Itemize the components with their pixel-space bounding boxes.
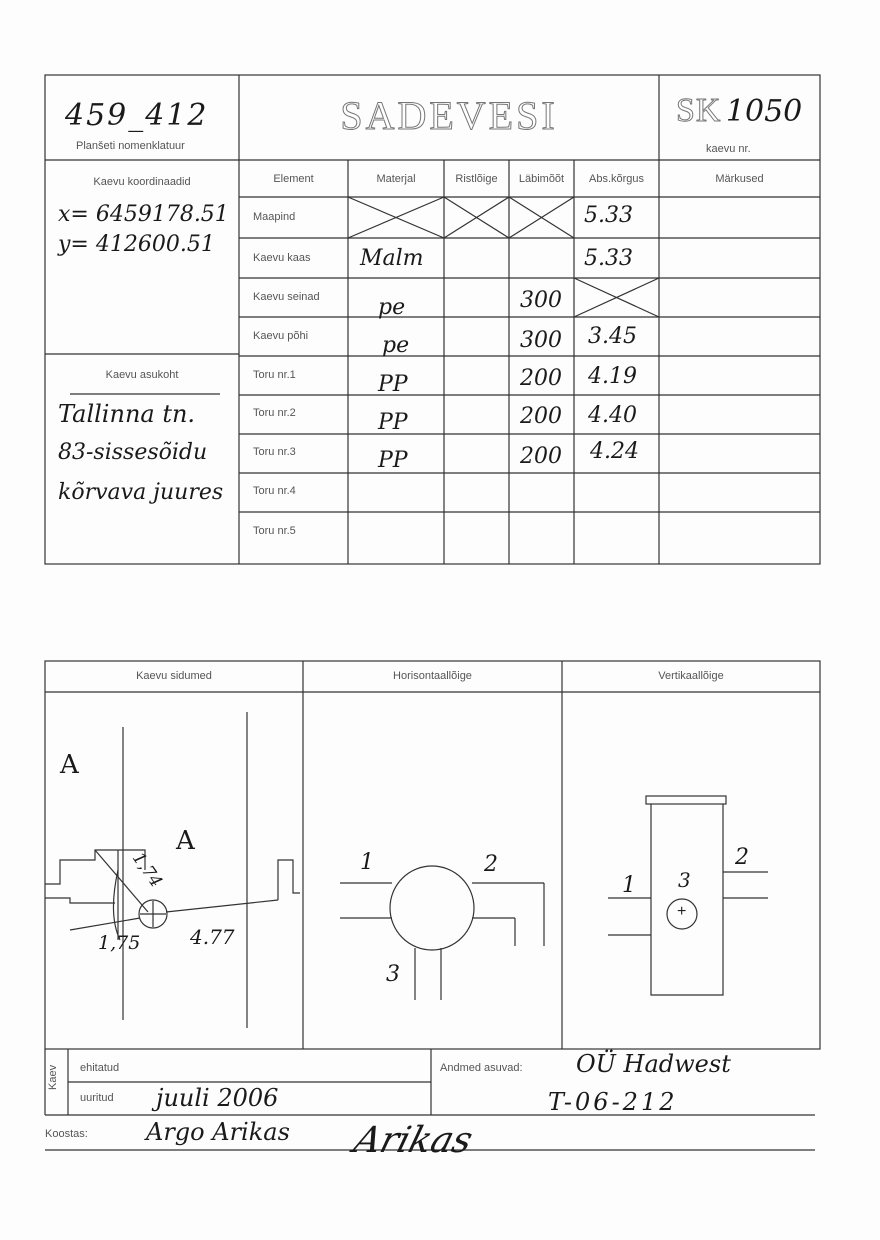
vertical-pipe-1: 1 xyxy=(622,873,636,898)
document-number: T-06-212 xyxy=(548,1088,678,1116)
location-line-3: kõrvava juures xyxy=(58,480,224,505)
row-elevation: 4.19 xyxy=(588,364,637,389)
data-owner-value: OÜ Hadwest xyxy=(576,1050,731,1078)
row-element: Toru nr.4 xyxy=(253,485,296,497)
row-diameter: 300 xyxy=(520,288,562,313)
col-header-diameter: Läbimõõt xyxy=(518,173,565,185)
row-element: Kaevu seinad xyxy=(253,291,320,303)
horizontal-pipe-1: 1 xyxy=(360,850,374,875)
side-label: Kaev xyxy=(47,1064,59,1090)
sheet-number: 459_412 xyxy=(65,98,209,133)
row-elevation: 4.40 xyxy=(588,403,637,428)
ties-dim-left: 1,75 xyxy=(98,932,141,954)
compiler-label: Koostas: xyxy=(45,1128,88,1140)
row-elevation: 5.33 xyxy=(584,246,633,271)
row-element: Toru nr.3 xyxy=(253,446,296,458)
ties-dim-diagonal: 1,74 xyxy=(127,848,166,892)
well-code xyxy=(676,92,802,130)
ties-zone-a2: A xyxy=(176,826,195,856)
ties-dim-right: 4.77 xyxy=(190,925,235,949)
vertical-section-label: Vertikaallõige xyxy=(658,670,724,682)
page-title: SADEVESI xyxy=(340,93,558,138)
row-material: PP xyxy=(378,448,408,473)
row-material: pe xyxy=(378,295,406,320)
ties-zone-a1: A xyxy=(60,750,79,780)
horizontal-pipe-2: 2 xyxy=(484,852,498,877)
row-diameter: 200 xyxy=(520,404,562,429)
row-diameter: 300 xyxy=(520,328,562,353)
investigated-label: uuritud xyxy=(80,1092,114,1104)
row-elevation: 4.24 xyxy=(590,439,639,464)
sheet-label: Planšeti nomenklatuur xyxy=(76,140,185,152)
vertical-pipe-3: 3 xyxy=(678,868,691,892)
row-element: Kaevu põhi xyxy=(253,330,309,342)
row-material: Malm xyxy=(360,246,424,271)
row-diameter: 200 xyxy=(520,444,562,469)
row-elevation: 3.45 xyxy=(588,324,637,349)
coordinate-y: y= 412600.51 xyxy=(58,232,215,257)
well-code-prefix: SK xyxy=(676,92,722,129)
row-material: pe xyxy=(382,333,410,358)
row-material: PP xyxy=(378,410,408,435)
col-header-section: Ristlõige xyxy=(455,173,498,185)
col-header-elevation: Abs.kõrgus xyxy=(588,173,645,185)
surveyed-label: ehitatud xyxy=(80,1062,120,1074)
row-elevation: 5.33 xyxy=(584,203,633,228)
ties-label: Kaevu sidumed xyxy=(136,670,212,682)
coordinates-label: Kaevu koordinaadid xyxy=(93,176,191,188)
well-code-number: 1050 xyxy=(725,94,803,129)
data-owner-label: Andmed asuvad: xyxy=(440,1062,523,1074)
col-header-material: Materjal xyxy=(376,173,416,185)
location-line-2: 83-sissesõidu xyxy=(58,440,208,465)
vertical-pipe-2: 2 xyxy=(735,845,749,870)
row-element: Toru nr.2 xyxy=(253,407,296,419)
compiler-value: Argo Arikas xyxy=(146,1118,290,1146)
row-element: Toru nr.1 xyxy=(253,369,296,381)
col-header-notes: Märkused xyxy=(715,173,764,185)
row-diameter: 200 xyxy=(520,366,562,391)
row-material: PP xyxy=(378,372,408,397)
location-label: Kaevu asukoht xyxy=(105,369,179,381)
vertical-center-mark: + xyxy=(677,903,687,920)
location-line-1: Tallinna tn. xyxy=(58,400,196,428)
well-label: kaevu nr. xyxy=(706,143,751,155)
row-element: Kaevu kaas xyxy=(253,252,311,264)
row-element: Toru nr.5 xyxy=(253,525,296,537)
row-element: Maapind xyxy=(253,211,296,223)
signature: Arikas xyxy=(349,1120,477,1161)
investigated-value: juuli 2006 xyxy=(156,1084,279,1112)
col-header-element: Element xyxy=(273,173,314,185)
coordinate-x: x= 6459178.51 xyxy=(58,202,229,227)
horizontal-section-label: Horisontaallõige xyxy=(393,670,472,682)
horizontal-pipe-3: 3 xyxy=(386,962,400,987)
